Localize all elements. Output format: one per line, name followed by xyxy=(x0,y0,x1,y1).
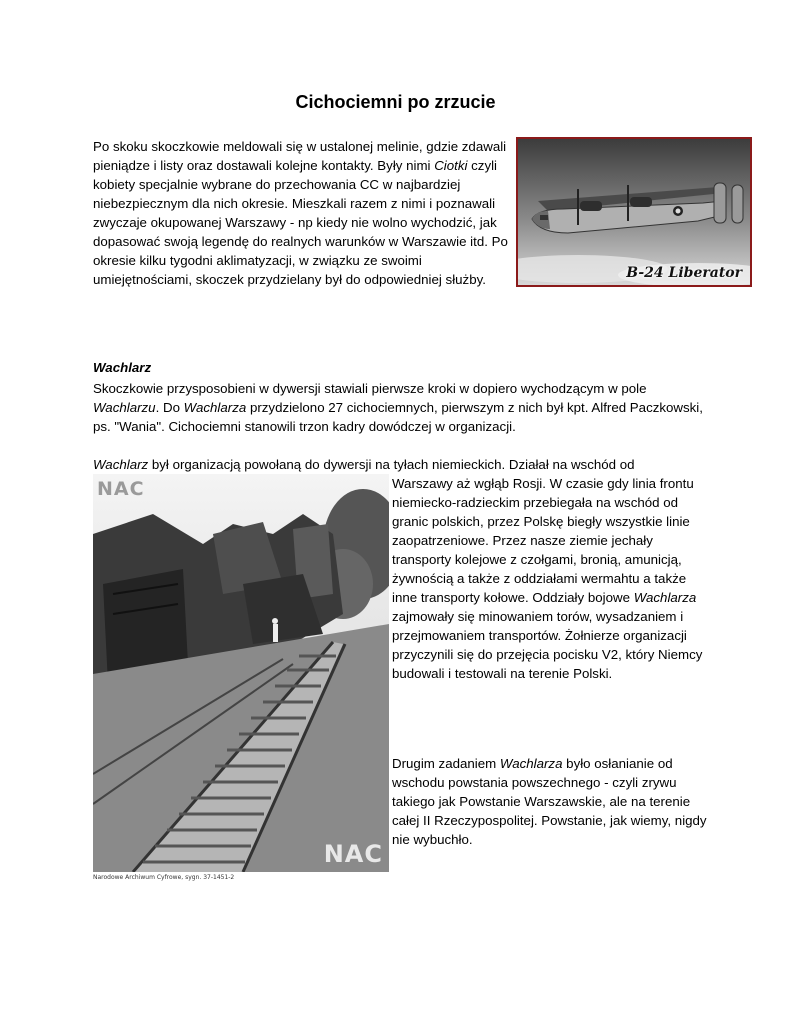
wachlarz-paragraph-2-body xyxy=(392,474,710,683)
italic-wachlarz: Wachlarz xyxy=(93,457,149,472)
text: był organizacją powołaną do dywersji na tyłach niemieckich. Działał na wschód od xyxy=(148,457,635,472)
train-wreck-illustration xyxy=(93,474,389,872)
text: Warszawy aż wgłąb Rosji. W czasie gdy linia frontu niemiecko-radzieckim przebiegała na wschód od granic polskich, przez Polskę biegły wszystkie linie zaopatrzeniowe. Przez nasze ziemie jechały transporty kolejowe z czołgami, bronią, amunicją, żywnością a także z oddziałami wermahtu a także inne transporty kołowe. Oddziały bojowe xyxy=(392,476,694,605)
intro-text-2: czyli kobiety specjalnie wybrane do przechowania CC w najbardziej niebezpiecznym dla nich okresie. Mieszkali razem z nimi i poznawali zwyczaje okupowanej Warszawy - np kiedy nie wolno wychodzić, jak dopasować swoją legendę do realnych warunków w Warszawie itd. Po okresie kilku tygodni aklimatyzacji, w związku ze swoimi umiejętnościami, skoczek przydzielany był do odpowiedniej służby. xyxy=(93,158,508,287)
wachlarz-paragraph-1 xyxy=(93,379,713,436)
plane-caption: B-24 Liberator xyxy=(626,265,742,281)
text: zajmowały się minowaniem torów, wysadzaniem i przejmowaniem transportów. Żołnierze organizacji przyczynili się do przejęcia pocisku V2, który Niemcy budowali i testowali na terenie Polski. xyxy=(392,609,703,681)
italic-wachlarzu: Wachlarzu xyxy=(93,400,156,415)
section-heading-wachlarz: Wachlarz xyxy=(93,360,152,375)
photo-credit: Narodowe Archiwum Cyfrowe, sygn. 37-1451-2 xyxy=(93,874,235,881)
intro-paragraph xyxy=(93,137,518,289)
plane-illustration xyxy=(518,139,750,285)
derailed-train-photo xyxy=(93,474,389,872)
nac-watermark-top: NAC xyxy=(97,478,145,500)
page-title: Cichociemni po zrzucie xyxy=(295,92,496,112)
italic-wachlarza: Wachlarza xyxy=(183,400,247,415)
nac-watermark-bottom: NAC xyxy=(323,840,383,868)
text: było osłanianie od wschodu powstania powszechnego - czyli zrywu takiego jak Powstanie Warszawskie, ale na terenie całej II Rzeczypospolitej. Powstanie, jak wiemy, nigdy nie wybuchło. xyxy=(392,756,707,847)
italic-wachlarza: Wachlarza xyxy=(633,590,697,605)
text: przydzielono 27 cichociemnych, pierwszym z nich był kpt. Alfred Paczkowski, ps. "Wania". Cichociemni stanowili trzon kadry dowódczej w organizacji. xyxy=(93,400,703,434)
intro-text-1: Po skoku skoczkowie meldowali się w ustalonej melinie, gdzie zdawali pieniądze i listy oraz dostawali kolejne kontakty. Były nimi xyxy=(93,139,507,173)
intro-italic-ciotki: Ciotki xyxy=(434,158,468,173)
wachlarz-paragraph-3 xyxy=(392,754,710,849)
text: . Do xyxy=(155,400,184,415)
text: Drugim zadaniem xyxy=(392,756,500,771)
b24-liberator-image xyxy=(516,137,752,287)
wachlarz-paragraph-2-first-line xyxy=(93,455,713,474)
text: Skoczkowie przysposobieni w dywersji stawiali pierwsze kroki w dopiero wychodzącym w pole xyxy=(93,381,647,396)
italic-wachlarza: Wachlarza xyxy=(499,756,563,771)
